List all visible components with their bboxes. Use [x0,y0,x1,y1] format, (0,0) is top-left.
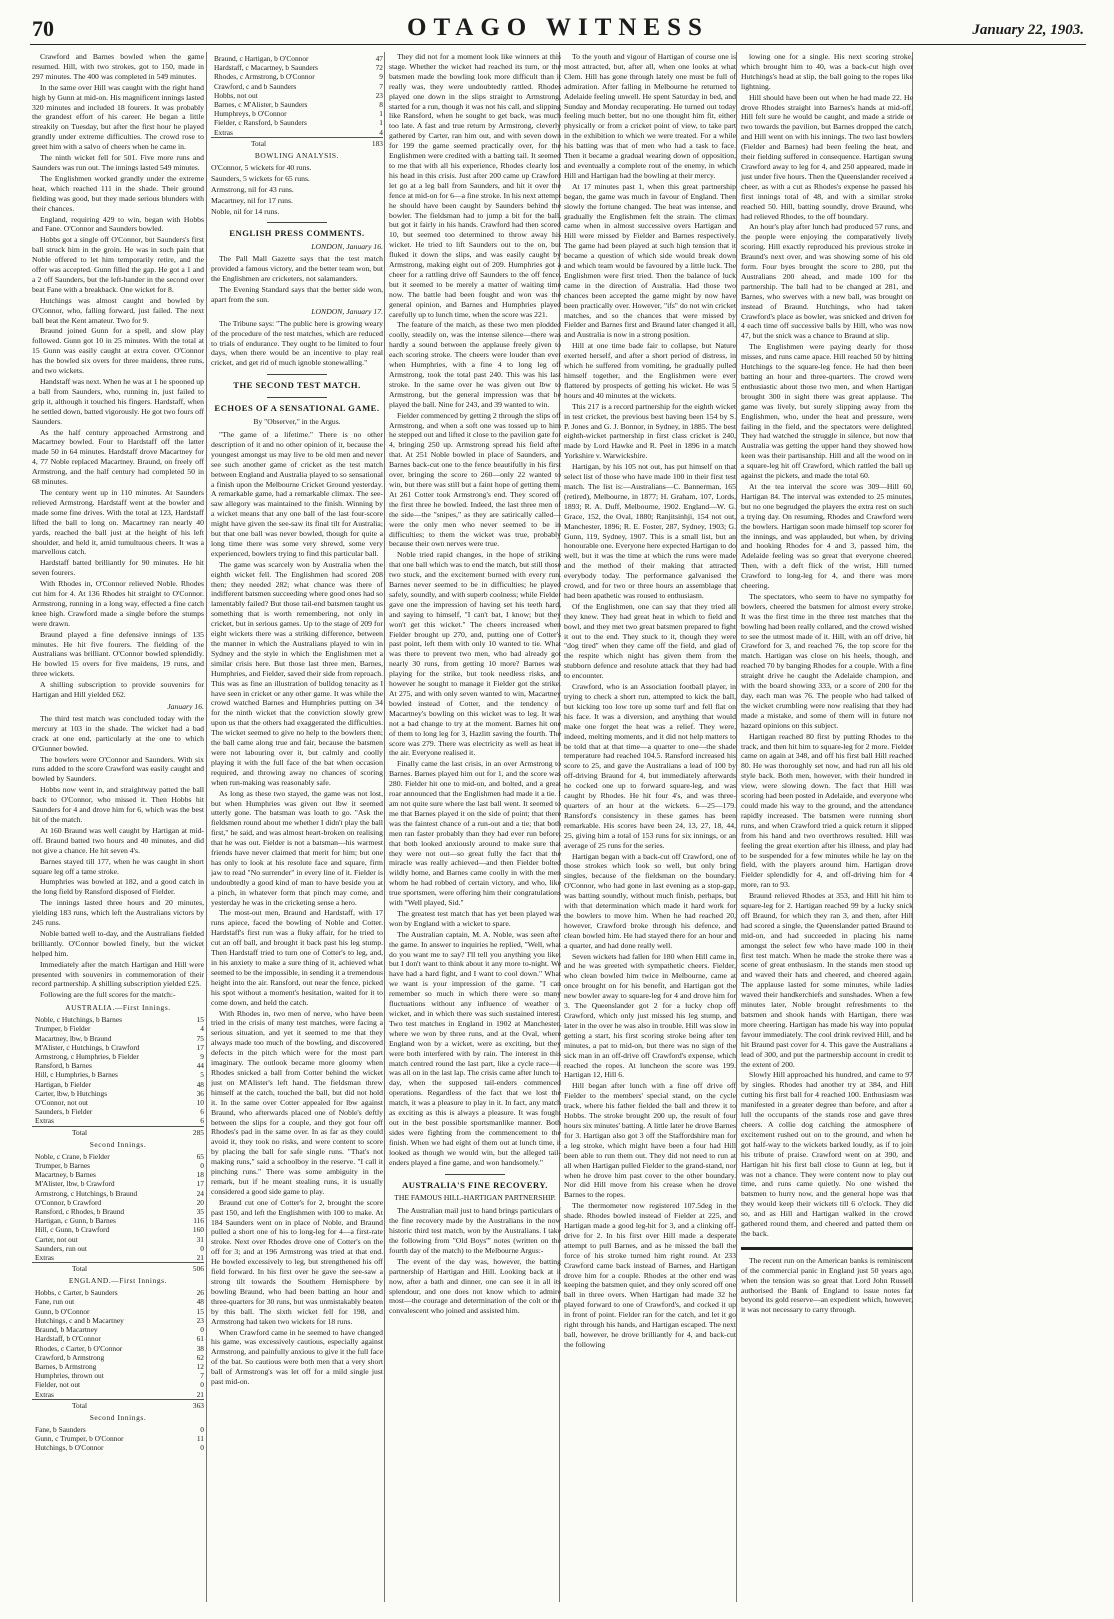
runs-value: 35 [196,1206,204,1216]
paragraph: The century went up in 110 minutes. At Saunders relieved Armstrong. Hardstaff went at the bowler and made some fine drives. With the total at 123, Hardstaff lifted the ball to long on. Macartney ran nearly 40 yards, reached the ball just at the height of his left shoulder, and held it, amid tumultuous cheers. It was a marvellous catch. [32,487,204,557]
paragraph: The Australian mail just to hand brings particulars of the fine recovery made by the Australians in the now historic third test match, won by the Australians. I take the following from "Old Boys'" notes (written on the fourth day of the match) to the Melbourne Argus:- [389,1206,561,1255]
runs-value: 62 [196,1352,204,1362]
batsman-entry: O'Connor, b Crawford [35,1197,102,1207]
paragraph: The thermometer now registered 107.5deg in the shade. Rhodes bowled instead of Fielder at 225, and Hartigan made a good leg-hit for 3, and a clinking off-drive for 2. In his first over Hill made a desperate attempt to pull Barnes, and as he missed the ball the force of his stroke turned him right round. At 233 Crawford came back instead of Barnes, and Hartigan drove him for a couple. Rhodes at the other end was keeping the batsmen quiet, and they only scored off one ball in three overs. When Hartigan had made 32 he played forward to one of Crawford's, and cocked it up in front of point. Fielder ran for the catch, and let it go right through his hands, and Hartigan escaped. The next ball, however, he drove brilliantly for 4, and back-cut the following [564,1201,736,1349]
runs-value: 116 [193,1216,204,1226]
paragraph: Barnes stayed till 177, when he was caught in short square leg off a tame stroke. [32,856,204,876]
scorecard-row [32,1434,204,1443]
article-headline: THE SECOND TEST MATCH. [233,380,361,391]
runs-value: 48 [196,1297,204,1307]
runs-value: 44 [196,1061,204,1071]
scorecard-row [32,1443,204,1452]
paragraph: At the tea interval the score was 309—Hill 60, Hartigan 84. The interval was extended to 25 minutes, but no one begrudged the players the extra rest on such a trying day. On resuming, Rhodes and Crawford were the bowlers. Hartigan soon made himself top scorer for the innings, and was applauded, but when, by driving and hooking Rhodes for 4 and 3, passed him, the Adelaide feeling was so great that everyone cheered. Then, with a deft flick of the wrist, Hill turned Crawford to long-leg for 4, and there was more cheering. [741,481,913,591]
scorecard-row [32,1189,204,1198]
scorecard-row [32,1225,204,1234]
scorecard-england-first [32,1288,204,1410]
total-runs: 285 [178,1126,204,1137]
bowling-analysis-heading: BOWLING ANALYSIS. [254,151,340,161]
divider [445,1174,505,1175]
batsman-entry: Gunn, c Trumper, b O'Connor [35,1434,124,1444]
divider [741,1247,913,1250]
runs-value: 160 [192,1225,204,1235]
runs-value: 65 [196,1151,204,1161]
batsman-entry: Armstrong, c Humphries, b Fielder [35,1052,139,1061]
batsman-entry: Extras [214,127,233,137]
paragraph: The game was scarcely won by Australia when the eighth wicket fell. The Englishmen had scored 208 then; they needed 282; what chance was there of indifferent batsmen succeeding where good ones had so lamentably failed? But those tail-end batsmen taught us something that is worth remembering, not only in cricket, but in serious games. Up to the stage of 209 for eight wickets there was a striking difference, between the manner in which the Australians played to win in Sydney and the style in which the Englishmen met a similar crisis here. But those last three men, Barnes, Humphries, and Fielder, saved their side from reproach. This was as fine an illustration of bulldog tenacity as I have seen in cricket or any other game. It was while the crowd watched Barnes and Humphries putting on 34 for the ninth wicket that the conviction slowly grew upon us that the others had exaggerated the difficulties. The wicket seemed to give no help to the bowlers then; the ball came along true and fair, because the batsmen were not labouring over it, but calmly and coolly playing it with the full face of the bat when occasion required, and throwing away no chances of scoring when run-making was reasonably safe. [211,559,383,787]
dateline: LONDON, January 17. [311,306,383,316]
total-runs: 506 [178,1263,204,1274]
scorecard-row [32,1061,204,1070]
scorecard-england-second-cont [211,54,383,148]
paragraph: With Rhodes in, O'Connor relieved Noble. Rhodes cut him for 4. At 136 Rhodes hit straight to O'Connor. Armstrong, running in a long way, effected a fine catch knee high. Crawford made a single before the stumps were drawn. [32,579,204,628]
batsman-entry: Humphries, thrown out [35,1371,104,1381]
divider [267,374,327,375]
scorecard-row [32,1034,204,1043]
runs-value: 0 [200,1424,204,1434]
runs-value: 4 [200,1024,204,1034]
column-rule [736,52,737,1602]
scorecard-row [32,1179,204,1188]
batsman-entry: Hobbs, not out [214,90,258,100]
scorecard-row [211,63,383,72]
scorecard-row [32,1253,204,1263]
total-runs: 183 [357,137,383,148]
scorecard-australia-second [32,1152,204,1274]
batsman-entry: Macartney, lbw, b Braund [35,1033,112,1043]
paragraph: Humphries was bowled at 182, and a good catch in the long field by Ransford disposed of Fielder. [32,877,204,897]
runs-value: 7 [379,81,383,91]
dateline: January 16. [167,702,204,711]
runs-value: 5 [200,1070,204,1080]
scorecard-row [32,1380,204,1389]
paragraph: Following are the full scores for the match:- [40,990,176,1000]
batsman-entry: Rhodes, c Carter, b O'Connor [35,1343,123,1353]
page-number: 70 [32,16,54,41]
article-headline: ECHOES OF A SENSATIONAL GAME. [214,403,380,414]
scorecard-row [32,1288,204,1297]
closing-paragraph: The recent run on the American banks is reminiscent of the commercial panic in England just 50 years ago, when the tension was so great that Lord John Russell authorised the Bank of England to issue notes far beyond its gold reserve—an expedient which, however, it was not necessary to carry through. [741,1255,913,1315]
scorecard-row [32,1307,204,1316]
scorecard-row [211,54,383,63]
scorecard-row [32,1080,204,1089]
paragraph: Crawford, who is an Association football player, in trying to check a short run, attempted to kick the ball, but kicking too low tore up some turf and fell flat on his face. It was a diversion, and anything that would make one forget the heat was a relief. They were, indeed, melting moments, and it did not help matters to be told that at that time—a quarter to one—the shade temperature had reached 104.5. Ransford increased his score to 25, and gave the Australians a lead of 100 by off-driving Braund for 4, but immediately afterwards he cocked one up to forward square-leg, and was caught by Rhodes. He hit four 4's, and was three-quarters of an hour at the wickets. 6—25—179. Ransford's consistency in these games has been remarkable. His scores have been 24, 13, 27, 18, 44, 25, giving him a total of 153 runs for six innings, or an average of 25 runs for the series. [564,682,736,850]
batsman-entry: Ransford, b Barnes [35,1061,92,1071]
paragraph: This 217 is a record partnership for the eighth wicket in test cricket, the previous best having been 154 by S. P. Jones and G. J. Bonnor, in Sydney, in 1885. The best eighth-wicket partnership in first class cricket is 240, made by Lord Hawke and R. Peel in 1896 in a match Yorkshire v. Warwickshire. [564,401,736,461]
echoes-paragraphs [211,430,383,1387]
runs-value: 17 [196,1042,204,1052]
batsman-entry: Trumper, b Fielder [35,1024,91,1034]
batsman-entry: Carter, not out [35,1234,78,1244]
paragraph: The innings lasted three hours and 20 minutes, yielding 183 runs, which left the Australians victors by 245 runs. [32,898,204,928]
batsman-entry: Hardstaff, c Macartney, b Saunders [214,63,319,73]
paragraph: The bowlers were O'Connor and Saunders. With six runs added to the score Crawford was easily caught and bowled by Saunders. [32,754,204,784]
paragraph: Noble tried rapid changes, in the hope of striking that one ball which was to end the match, but still those two stuck, and the excitement burned with every run. Barnes never seemed to be in difficulties; he played safely, soundly, and with superb coolness; while Fielder gave one the impression of having set his teeth hard, and saying to himself, "I can't bat, I know; but they won't get this wicket." The cheers increased when Fielder brought up 270, and, putting one of Cotter's past point, left them with only 10 wanted to tie. What was there to prevent two men, who had already got nearly 30 runs, from getting 10 more? Barnes was playing for the strike, but took needless risks, and however he sought to manage it Fielder got the strike. At 275, and with only seven wanted to win, Macartney bowled instead of Cotter, and the tendency of Macartney's bowling on this wicket was to leg. It was not a bad change to try at the moment. Barnes hit one of them to long leg for 3, Hazlitt saving the fourth. The score was 279. There was electricity as well as heat in the air. Everyone realised it. [389,550,561,758]
paragraph: Hardstaff batted brilliantly for 90 minutes. He hit seven fourers. [32,558,204,578]
runs-value: 6 [200,1107,204,1117]
runs-value: 47 [375,54,383,63]
paragraph: The event of the day was, however, the batting partnership of Hartigan and Hill. Looking back at it now, after a bath and dinner, one can see it in all its splendour, and one does not know which to admire most—the courage and determination of the colt or the convalescent who joined and assisted him. [389,1256,561,1316]
match-report-paragraphs [32,52,204,700]
scorecard-heading: ENGLAND.—First Innings. [68,1276,168,1286]
paragraph: Saunders, 5 wickets for 65 runs. [211,173,310,183]
runs-value: 38 [196,1343,204,1353]
runs-value: 48 [196,1079,204,1089]
runs-value: 23 [196,1315,204,1325]
batsman-entry: Hobbs, c Carter, b Saunders [35,1288,118,1298]
paragraph: The Australian captain, M. A. Noble, was seen after the game. In answer to inquiries he replied, "Well, what do you want me to say? I'll tell you anything you like; but I don't want to think about it any more to-night. We have had a hard fight, and I want to cool down." What we want is your impression of the game. "I can remember so much in which there were so many fluctuations without any influence of weather or wicket, and in which there was such sustained interest. Two test matches in England in 1902 at Manchester, where we won by three runs, and at the Oval, where England won by a wicket, were as exciting, but they were both interfered with by rain. The interest in this match centred round the last part, like a cycle race—it was all on in the last lap. The crisis came after lunch to-day, when the supposed tail-enders commenced operations. Regardless of the fact that we lost the match, it was a pleasure to play in it. In fact, any match as exciting as this is always a pleasure. It was fought out in the best possible sportsmanlike manner. Both sides were fighting from the commencement to the finish. When we had eight of them out at lunch time, it looked as though we would win, but the alleged tail-enders played a fine game, and won handsomely." [389,929,561,1167]
batsman-entry: Hutchings, c and b Macartney [35,1315,124,1325]
batsman-entry: Carter, lbw, b Hutchings [35,1088,108,1098]
column-rule [206,52,207,1602]
paragraph: To the youth and vigour of Hartigan of course one is most attracted, but, after all, when one looks at what Clem. Hill has gone through lately one must be full of admiration. After falling in Melbourne he returned to Adelaide feeling unwell. He spent Saturday in bed, and Sunday and Monday recuperating. He turned out today feeling much better, but no one thought him fit, either physically or from a cricket point of view, to take part in the exhibition to which we were treated. For a while his batting was that of men who had a task to face. Then it became a gradual wearing down of opposition, and eventually a complete rout of the enemy, in which Hill and Hartigan had the bowling at their mercy. [564,52,736,180]
paragraph: Immediately after the match Hartigan and Hill were presented with souvenirs in commemoration of their record partnership. A shilling subscription yielded £25. [32,959,204,989]
batsman-entry: Armstrong, c Hutchings, b Braund [35,1188,138,1198]
runs-value: 36 [196,1088,204,1098]
batsman-entry: Braund, c Hartigan, b O'Connor [214,54,309,63]
runs-value: 18 [196,1170,204,1180]
paragraph: Finally came the last crisis, in an over Armstrong to Barnes. Barnes played him out for 1, and the score was 280. Fielder hit one to mid-on, and bolted, and a great roar announced that the Englishmen had made it a tie. I am not quite sure where the last ball went. It seemed to me that Barnes played it on the side of point; that there was the faintest chance of a run-out and a tie; that both men ran faster probably than they had ever run before; that both looked anxiously around to make sure that they were not out—so great fully the fact that the miracle was really achieved—and then Fielder bolted wildly home, and Barnes came coolly in with the men whom he had robbed of certain victory, and who, like true sportsmen, were offering him their congratulations with "Well played, Sid." [389,759,561,908]
scorecard-row [211,118,383,127]
paragraph: As the half century approached Armstrong and Macartney bowled. Four to Hardstaff off the latter made 50 in 64 minutes. Hardstaff drove Macartney for 4, 77 Noble replaced Macartney. Braund, on freely off Armstrong, and the half century had completed 50 in 68 minutes. [32,427,204,487]
scorecard-row [32,1325,204,1334]
paragraph: Braund relieved Rhodes at 353, and Hill hit him to square-leg for 2. Hartigan reached 99 by a lucky snick off Braund, for which they ran 3, and then, after Hill had scored a single, the Queenslander patted Braund to mid-on, and had succeeded in placing his name amongst the select few who have made 100 in their first test match. When he made the stroke there was a scene of great enthusiasm. In the stands men stood up and waved their hats and cheered, and cheered again. The applause lasted for some minutes, while ladies waved their handkerchiefs and sunshades. When a few minutes later, Noble brought refreshments to the batsmen and shook hands with Hartigan, there was more cheering. Hartigan has made his way into popular favour immediately. The cool drink revived Hill, and he hit Braund past cover for 4. This gave the Australians a lead of 300, and put the partnership account in credit to the extent of 200. [741,891,913,1069]
scorecard-row [32,1070,204,1079]
paragraph: The most-out men, Braund and Hardstaff, with 17 runs apiece, faced the bowling of Noble and Cotter. Hardstaff's first run was a fluky affair, for he tried to cut an off ball, and brought it back past his leg stump. Then Hardstaff tried to turn one of Cotter's to leg, and, in his anxiety to make a sure thing of it, achieved what seemed to be the impossible, in sending it a tremendous height into the air. Ransford, out near the fence, picked his spot without a moment's hesitation, waited for it to come down, and held the catch. [211,908,383,1007]
runs-value: 9 [200,1052,204,1061]
scorecard-row [32,1216,204,1225]
runs-value: 0 [200,1243,204,1253]
partnership-paragraphs [389,1206,561,1316]
scorecard-heading: AUSTRALIA.—First Innings. [65,1003,171,1013]
runs-value: 72 [375,63,383,73]
batsman-entry: Barnes, b Armstrong [35,1361,97,1371]
runs-value: 31 [196,1234,204,1244]
runs-value: 12 [196,1361,204,1371]
runs-value: 23 [375,90,383,100]
batsman-entry: Hartigan, c Gunn, b Barnes [35,1216,116,1226]
scorecard-row [211,109,383,118]
paragraph: An hour's play after lunch had produced 57 runs, and the people were enjoying the comparatively lively scoring. Hill exactly reproduced his previous stroke in Braund's next over, and was showing some of his old form. Four byes brought the score to 280, put the Australians 200 ahead, and made 100 for the partnership. The ball had to be changed at 281, and Barnes, who swerves with a new ball, was brought on instead of Braund. Hutchings, who had taken Crawford's place as bowler, was snicked and driven for 4 each time off successive balls by Hill, who was now 47, but the snick was a chance to Braund at slip. [741,222,913,341]
scorecard-heading: Second Innings. [89,1412,147,1422]
paragraph: Hobbs now went in, and straightway patted the ball back to O'Connor, who missed it. Then Hobbs hit Saunders for 4 and drove him for 6, which was the best hit of the match. [32,785,204,824]
scorecard-row [32,1425,204,1434]
paragraph: The Pall Mall Gazette says that the test match provided a famous victory, and the better team won, but the Englishmen are cricketers, not salamanders. [211,254,383,284]
paragraph: Fielder commenced by getting 2 through the slips off Armstrong, and when a soft one was tossed up to him he stepped out and lifted it close to the pavilion gate for 4, bringing 250 up. Armstrong spread his field after that. At 251 Noble bowled in place of Saunders, and Barnes back-cut one to the fence beautifully in his first over, bringing the score to 260—only 22 wanted to win, but there was still but a faint hope of getting them. At 261 Cotter took Armstrong's end. They scored off the first three he bowled. Indeed, the last three men of the side—the "snipes," as they are satirically called—were the only men who never seemed to be in difficulties; to them the wicket was true, probably because their own nerves were true. [389,410,561,549]
scorecard-row [32,1235,204,1244]
runs-value: 75 [196,1033,204,1043]
paragraph: Handstaff was next. When he was at 1 he spooned up a ball from Saunders, who, running in, just failed to grip it, although it touched his fingers. Hardstaff, when he settled down, batted vigorously. He got two fours off Saunders. [32,377,204,426]
scorecard-row [32,1089,204,1098]
paragraph: As long as these two stayed, the game was not lost, but when Humphries was given out lbw it seemed utterly gone. The batsman was loath to go. "Ask the fieldsmen round about me whether I didn't play the ball first," he said, and was almost heart-broken on realising that he was out. Fielder is not a batsman—his warmest friends have never claimed that merit for him; but one has only to look at his resolute face and square, firm jaw to read "No surrender" in every line of it. Fielder is undoubtedly a good kind of man to have beside you at a pinch, in whatever form that pinch may come, and yesterday he was in the cricketing sense a hero. [211,788,383,907]
scorecard-row [211,128,383,138]
runs-value: 15 [196,1306,204,1316]
paragraph: Crawford and Barnes bowled when the game resumed. Hill, with two strokes, got to 150, made in 297 minutes. The 400 was completed in 549 minutes. [32,52,204,81]
paragraph: "The game of a lifetime." There is no other description of it and no other opinion of it, because the youngest amongst us may live to be old men and never see such another game of cricket as the test match between England and Australia played to so sensational a finish upon the Melbourne Cricket Ground yesterday. A remarkable game, had a remarkable climax. The see-saw allegory was maintained to the finish. Winning by a wicket means that any one ball of the last four-score might have given the see-saw its final tilt for Australia; but that one ball was never bowled, though for quite a long time there was some very shrewd, some very experienced, bowlers trying to find this particular ball. [211,429,383,558]
paragraph: Hartigan reached 80 first by putting Rhodes to the track, and then hit him to square-leg for 2 more. Fielder came on again at 348, and off his first ball Hill reached 80. He was thoroughly set now, and had run all his old style back. Both men, however, with their hundred in view, were slowing down. The fact that Hill was scoring had been posted in Adelaide, and everyone who could made his way to the ground, and the attendance rapidly increased. The batsmen were running short runs, and when Crawford tried a quick return it slipped from his hand and two overthrows resulted. Hill was feeling the great exertion after his illness, and play had to be suspended for a few minutes while he lay on the field, with the players around him. Hartigan drove Fielder splendidly for 4, and off-driving him for 4 more, ran to 93. [741,731,913,890]
runs-value: 21 [196,1252,204,1262]
paragraph: O'Connor, 5 wickets for 40 runs. [211,162,312,172]
paragraph: Hartigan, by his 105 not out, has put himself on that select list of those who have made 100 in their first test match. The list is:—Australians—C. Bannerman, 165 (retired), Melbourne, in 1877; H. Graham, 107, Lords, 1893; R. A. Duff, Melbourne, 1902. England—W. G. Grace, 152, the Oval, 1880; Ranjitsinhji, 154 not out, Manchester, 1896; R. E. Foster, 287, Sydney, 1903; G. Gunn, 119, Sydney, 1907. This is a small list, but an honourable one. Everyone here expected Hartigan to do well, but it was the time at which the runs were made and the method of their making that attracted everybody today. The performance galvanised the crowd, and for two or three hours an assemblage that had been apathetic was roused to enthusiasm. [564,462,736,600]
paragraph: Macartney, nil for 17 runs. [211,195,293,205]
scorecard-row [32,1390,204,1400]
paragraph: Braund cut one of Cotter's for 2, brought the score past 150, and left the Englishmen with 100 to make. At 184 Saunders went on in place of Noble, and Braund pulled a short one of his to long-leg for 4—a first-rate stroke. Next over Rhodes drove one of Cotter's on the off for 3; and at 196 Armstrong was tried at that end. He bowled excessively to leg, but strengthened his off field forward. In his first over he gave the see-saw a strong tilt towards the Southern Hemisphere by bowling Braund, who had been batting an hour and three-quarters for 30 runs, but was unmistakably beaten by this ball. The sixth wicket fell for 198, and Armstrong had taken two wickets for 18 runs. [211,1197,383,1326]
scorecard-row [32,1316,204,1325]
batsman-entry: Rhodes, c Armstrong, b O'Connor [214,72,315,82]
paragraph: The Englishmen were paying dearly for those misses, and runs came apace. Hill reached 50 by hitting Hutchings to the square-leg fence. He had then been batting an hour and three-quarters. The crowd were enthusiastic about those two men, and when Hartigan brought 300 in sight there was great applause. The game was lively, but surely slipping away from the Englishmen, who, under the heat and pressure, were failing in the field, and the spectators were delighted. They had watched the struggle in silence, but now that Australia was getting the upper hand they showed how keen was their partisanship. Hill and all the wood on in a square-leg hit off Crawford, which rattled the ball up against the pickets, and made the total 60. [741,342,913,481]
paragraph: The third test match was concluded today with the mercury at 103 in the shade. The wicket had a bad crack at one end, particularly at the one to which O'Gunner bowled. [32,713,204,753]
scorecard-total-row [32,1399,204,1410]
runs-value: 1 [379,109,383,119]
scorecard-row [32,1052,204,1061]
masthead [30,14,1086,45]
batsman-entry: Noble, c Hutchings, b Barnes [35,1015,123,1025]
article-headline: AUSTRALIA'S FINE RECOVERY. [402,1179,548,1190]
paragraph: The Tribune says: "The public here is growing weary of the procedure of the test matches, which are reduced to trials of endurance. They ought to be limited to four days, when there would be an incentive to play real cricket, and get rid of much ignoble stonewalling." [211,318,383,368]
paragraph: Hutchings was almost caught and bowled by O'Connor, who, falling forward, just failed. The next ball beat the Kent amateur. Two for 9. [32,295,204,325]
runs-value: 6 [200,1116,204,1126]
bowling-analysis [211,163,383,217]
runs-value: 0 [200,1160,204,1170]
paragraph: Slowly Hill approached his hundred, and came to 97 by singles. Rhodes had another try at 384, and Hill cutting his first ball for 4 reached 100. Enthusiasm was manifested in a greater degree than before, and after a lull the occupants of the stands rose and gave three cheers. A collie dog catching the atmosphere of excitement rushed out on to the ground, and when he got half-way to the wickets barked loudly, as if to join his tribute of praise. Crawford went on at 390, and Hartigan hit his first ball close to Gunn at leg, but it was not a chance. They were content now to play out time, and runs came quietly. No one wished the batsmen to hurry now, and the general hope was that they would keep their wickets till 6 o'clock. They did so, and as Hill and Hartigan walked in the crowd gathered round them, and cheered and patted them on the back. [741,1070,913,1238]
batsman-entry: Noble, c Crane, b Fielder [35,1151,110,1161]
issue-date: January 22, 1903. [972,22,1084,38]
runs-value: 61 [196,1334,204,1344]
paragraph: England, requiring 429 to win, began with Hobbs and Fane. O'Connor and Saunders bowled. [32,214,204,234]
paragraph: Noble, nil for 14 runs. [211,206,280,216]
batsman-entry: O'Connor, not out [35,1098,88,1108]
batsman-entry: Macartney, b Barnes [35,1170,96,1180]
runs-value: 1 [379,118,383,128]
batsman-entry: Hill, c Gunn, b Crawford [35,1225,110,1235]
scorecard-row [32,1107,204,1116]
scorecard-row [32,1371,204,1380]
batsman-entry: Trumper, b Barnes [35,1160,91,1170]
paragraph: At 160 Braund was well caught by Hartigan at mid-off. Braund batted two hours and 40 minutes, and did not give a chance. He hit seven 4's. [32,825,204,855]
runs-value: 0 [200,1443,204,1453]
column-6 [917,52,1085,1602]
batsman-entry: Crawford, c and b Saunders [214,81,297,91]
runs-value: 26 [196,1288,204,1298]
final-day-paragraphs [32,714,204,1000]
scorecard-australia-first [32,1015,204,1137]
partnership-continued-paragraphs [564,52,736,1350]
batsman-entry: Extras [35,1116,54,1126]
paragraph: In the same over Hill was caught with the right hand high by Gunn at mid-on. His magnificent innings lasted 320 minutes and included 18 fourers. It was probably the grandest effort of his career. He began a little streakily on Tuesday, but after the first hour he played grandly under extreme difficulties. The crowd rose to greet him with a salvo of cheers when he came in. [32,82,204,152]
column-1 [32,52,204,1602]
batsman-entry: Fane, run out [35,1297,75,1307]
paragraph: Of the Englishmen, one can say that they tried all they knew. They had great heat in which to field and bowl, and they met two great batsmen prepared to fight it out to the end. They stuck to it, though they were "dog tired" when they came off the field, and glad of the respite which night has given them from the stubborn defence and resolute attack that they had had to encounter. [564,601,736,681]
paragraph: Hartigan began with a back-cut off Crawford, one of those strokes which look so well, but only bring singles, because of the fieldsman on the boundary. O'Connor, who had gone in last evening as a stop-gap, was batting soundly, without much finish, perhaps, but with that determination which made it hard work for the bowlers to move him. When he had reached 20, however, Crawford broke through his defence, and clean bowled him. He had stayed there for an hour and a quarter, and had done really well. [564,851,736,950]
scorecard-row [32,1161,204,1170]
scorecard-england-second-start [32,1425,204,1453]
paragraph: The Evening Standard says that the better side won, apart from the sun. [211,285,383,304]
batsman-entry: Hutchings, b O'Connor [35,1443,104,1453]
column-rule [384,52,385,1602]
batsman-entry: Fielder, c Ransford, b Saunders [214,118,307,128]
scorecard-row [32,1015,204,1024]
runs-value: 9 [379,72,383,82]
paragraph: The Englishmen worked grandly under the extreme heat, which reached 111 in the shade. Their ground fielding was good, but they made serious blunders with their chances. [32,173,204,213]
paragraph: Hill began after lunch with a fine off drive off Fielder to the members' special stand, on the cycle track, where his father fielded the ball and threw it to Hobbs. The stroke brought 200 up, the result of four hours six minutes' batting. A little later he drove Barnes for 3. Hartigan also got 3 off the Staffordshire man for a leg stroke, which might have been a four had Hill been able to run them out. They did not need to run at all when Hartigan pulled Fielder to the grand-stand, nor when he drove him past cover to the other boundary. Nor did Hill move from his crease when he drove Barnes to the ropes. [564,1081,736,1200]
runs-value: 24 [196,1188,204,1198]
runs-value: 17 [196,1179,204,1189]
paragraph: lowing one for a single. His next scoring stroke, which brought him to 40, was a back-cut high over Hutchings's head at slip, the ball going to the ropes like lightning. [741,52,913,91]
batsman-entry: Extras [35,1252,54,1262]
article-subheadline: THE FAMOUS HILL-HARTIGAN PARTNERSHIP. [394,1193,556,1203]
scorecard-row [32,1244,204,1253]
paragraph: When Crawford came in he seemed to have changed his game, was excessively cautious, especially against Armstrong, and painfully anxious to give it the full face of the bat. So cautious were both men that a very short ball of Armstrong's was let off for a mild single just past mid-on. [211,1327,383,1387]
scorecard-row [32,1362,204,1371]
batsman-entry: Braund, b Macartney [35,1325,98,1335]
paragraph: Hill at one time bade fair to collapse, but Nature exerted herself, and after a short period of distress, in which he suffered from vomiting, he gradually pulled himself together, and the Englishmen were ever flattered by prospects of getting his wicket. He was 5 hours and 40 minutes at the wickets. [564,341,736,400]
scorecard-row [32,1116,204,1126]
press-paragraphs [211,254,383,305]
scorecard-row [32,1170,204,1179]
scorecard-row [32,1344,204,1353]
batsman-entry: Ransford, c Rhodes, b Braund [35,1206,125,1216]
batsman-entry: Gunn, b O'Connor [35,1306,90,1316]
column-4 [564,52,736,1602]
total-label: Total [32,1399,178,1410]
scorecard-row [32,1297,204,1306]
runs-value: 21 [196,1389,204,1399]
scorecard-total-row [32,1263,204,1274]
paragraph: Braund joined Gunn for a spell, and slow play followed. Gunn got 10 in 25 minutes. With the total at 15 Gunn was easily caught at extra cover. O'Connor has the bowled six overs for three maidens, three runs, and two wickets. [32,326,204,376]
scorecard-total-row [211,137,383,148]
paragraph: Braund played a fine defensive innings of 135 minutes. He hit five fourers. The fielding of the Australians was brilliant. O'Connor bowled splendidly. He bowled 15 overs for five maidens, 19 runs, and three wickets. [32,629,204,679]
scorecard-row [211,72,383,81]
runs-value: 7 [200,1371,204,1381]
scorecard-row [32,1098,204,1107]
byline: By "Observer," in the Argus. [253,417,341,427]
paragraph: Hill should have been out when he had made 22. He drove Rhodes straight into Barnes's hands at mid-off. Hill felt sure he would be caught, and made a stride or two towards the pavilion, but Barnes dropped the catch, and Hill went on with his innings. The two last bowlers (Fielder and Barnes) had been feeling the heat, and their fielding suffered in consequence. Hartigan swung Crawford away to leg for 4, and 250 appeared, made in just under five hours. Then the Queenslander received a cheer, as with a cut as Rhodes's expense he passed his first innings total of 48, and with a similar stroke reached 50. Hill, batting soundly, drove Braund, who had relieved Rhodes, to the off boundary. [741,92,913,221]
runs-value: 8 [379,100,383,110]
scorecard-row [32,1198,204,1207]
batsman-entry: Extras [35,1389,54,1399]
runs-value: 4 [379,127,383,137]
total-label: Total [32,1263,178,1274]
runs-value: 0 [200,1325,204,1335]
paragraph: At 17 minutes past 1, when this great partnership began, the game was much in favour of England. Then slowly the fortune changed. The heat was intense, and gradually the Englishmen felt the strain. The climax came when in almost successive overs Hartigan and Hill were missed by Fielder and Barnes respectively. The game had been played at such high tension that it became a question of which side would break down and which team would be favoured by a little luck. The Englishmen were first tried. Then the balance of luck came in the direction of Australia. Had those two chances been accepted the game might by now have been practically over. However, "ifs" do not win cricket matches, and so the chances that were missed by Fielder and Barnes first and Braund later changed it all, and Australia is now in a strong position. [564,181,736,340]
scorecard-row [32,1024,204,1033]
scorecard-row [32,1043,204,1052]
paragraph: A shilling subscription to provide souvenirs for Hartigan and Hill yielded £62. [32,680,204,700]
paragraph: Armstrong, nil for 43 runs. [211,184,294,194]
batsman-entry: Hardstaff, b O'Connor [35,1334,101,1344]
partnership-final-paragraphs [741,52,913,1239]
divider [267,397,327,398]
scorecard-row [211,100,383,109]
runs-value: 15 [196,1015,204,1025]
batsman-entry: M'Alister, lbw, b Crawford [35,1179,115,1189]
scorecard-row [32,1334,204,1343]
paragraph: Noble batted well to-day, and the Australians fielded brilliantly. O'Connor bowled finely, but the wicket helped him. [32,928,204,958]
scorecard-row [32,1152,204,1161]
paragraph: The ninth wicket fell for 501. Five more runs and Saunders was run out. The innings lasted 549 minutes. [32,153,204,172]
total-label: Total [32,1126,178,1137]
runs-value: 11 [196,1434,204,1444]
divider [267,222,327,223]
paragraph: The spectators, who seem to have no sympathy for bowlers, cheered the batsmen for almost every stroke. It was the first time in the three test matches that the bowling had been really collared, and the crowd wished to see the utmost made of it. Hill, with an off drive, hit Crawford for 3, and reached 76, the top score for the match. Hartigan was close on his heels, though, and reached 70 by banging Rhodes for a couple. With a fine straight drive he caught the Adelaide champion, and with the board showing 333, or a score of 200 for the day, each man was 76. The people who had talked of the wicket crumbling were now realising that they had made a mistake, and some of them will in future not hazard opinions on this subject. [741,591,913,730]
batsman-entry: Fane, b Saunders [35,1424,86,1434]
total-label: Total [211,137,357,148]
column-2 [211,52,383,1602]
publication-title: OTAGO WITNESS [407,14,709,41]
batsman-entry: Crawford, b Armstrong [35,1352,105,1362]
dateline: LONDON, January 16. [311,242,383,252]
batsman-entry: Hill, c Humphries, b Barnes [35,1070,118,1080]
scorecard-row [32,1207,204,1216]
paragraph: Seven wickets had fallen for 180 when Hill came in, and he was greeted with sympathetic cheers. Fielder, who clean bowled him twice in Melbourne, came at once brought on for his benefit, and Hartigan got the new bowler away to square-leg for 4 and drove him for 3. The Queenslander got 2 for a lucky chop off Crawford, which only just missed his leg stump, and later in the over he was also in trouble. Hill was slow in getting a start, his first scoring stroke being after ten minutes, a pat to mid-on, but there was no sign of the sick man in an off-drive off Crawford's expense, which reached the ropes. At luncheon the score was 199. Hartigan 12, Hill 6. [564,951,736,1080]
press-paragraphs [211,319,383,369]
article-headline: ENGLISH PRESS COMMENTS. [229,228,365,239]
echoes-continued-paragraphs [389,52,561,1168]
total-runs: 363 [178,1399,204,1410]
paragraph: With Rhodes in, two men of nerve, who have been tried in the crisis of many test matches, were facing a serious situation, and yet it seemed to me that they always made too much of the bowling, and discovered defects in the pitch which were for the most part imaginary. The outlook became more gloomy when Rhodes snicked a ball from Cotter behind the wicket just on M'Alister's left hand. The fieldsman threw himself at the catch, touched the ball, but did not hold it. In the same over Cotter appealed for lbw against Braund, who afterwards placed one of Noble's deftly between the slips for a couple, and they got four off Rhodes's pad in the same over. In as far as they could avoid it, they took no risks, and were content to score by placing the ball for safe single runs. "That's not making runs," said a schoolboy in the reserve. "I call it pinching runs." There was some ambiguity in the remark, but if he meant stealing runs, it is usually considered a good side game to play. [211,1008,383,1196]
scorecard-total-row [32,1126,204,1137]
runs-value: 0 [200,1380,204,1390]
runs-value: 10 [196,1098,204,1108]
batsman-entry: M'Alister, c Hutchings, b Crawford [35,1042,140,1052]
batsman-entry: Humphreys, b O'Connor [214,109,287,119]
column-5 [741,52,913,1602]
scorecard-heading: Second Innings. [89,1139,147,1149]
runs-value: 20 [196,1197,204,1207]
column-3 [389,52,561,1602]
scorecard-row [32,1353,204,1362]
batsman-entry: Barnes, c M'Alister, b Saunders [214,100,308,110]
paragraph: The greatest test match that has yet been played was won by England with a wicket to spare. [389,908,561,928]
batsman-entry: Hartigan, b Fielder [35,1079,92,1089]
scorecard-row [211,91,383,100]
paragraph: They did not for a moment look like winners at this stage. Whether the wicket had reached its turn, or the batsmen made the bowling look more difficult than it really was, they were undoubtedly rattled. Rhodes played one down in the slips straight to Armstrong, started for a run, though it was not his call, and slipping like Ransford, when he sought to get back, was much too late. A fast and true return by Armstrong, cleverly gathered by Carter, ran him out, and with seven down for 199 the game seemed practically over, for the Englishmen were credited with a batting tail. It seemed to me that with all his experience, Rhodes clearly lost his head in this crisis. Just after 200 came up Crawford let go at a leg ball from Saunders, and hit it over the fence at mid-on for 6—a fine stroke. In his next attempt he should have been caught by Saunders behind the bowler. The fieldsman had to jump a bit for the ball, but got it fairly in his hands. Crawford had then scored 10, but seemed too determined to throw away his wicket. He tried to lift Saunders out to the on, but fluked it down the slips, and was easily caught by Armstrong, making eight out of 209. Humphries got a cheer for a rattling drive off Saunders to the off fence, but it seemed to be merely a matter of waiting time now. The battle had been fought and won was the general opinion, and Barnes and Humphries played carefully up to lunch time, when the score was 221. [389,52,561,319]
paragraph: Hobbs got a single off O'Connor, but Saunders's first ball struck him in the groin. He was in such pain that Noble offered to let him temporarily retire, and the offer was accepted. Gunn filled the gap. He got a 1 and a 2 off Saunders, but the left-hander in the second over beat Fane with a breakback. One wicket for 8. [32,235,204,294]
paragraph: The feature of the match, as these two men plodded coolly, steadily on, was the intense silence—there was hardly a sound between the applause freely given to each scoring stroke. The cheers were louder than ever when Humphries, with a fine 4 to long leg off Armstrong, took the total past 240. This was his last stroke. In the same over he was given out lbw to Armstrong, but the general impression was that he played the ball. Nine for 243, and 39 wanted to win. [389,320,561,409]
batsman-entry: Saunders, run out [35,1243,87,1253]
scorecard-row [211,82,383,91]
batsman-entry: Fielder, not out [35,1380,81,1390]
batsman-entry: Saunders, b Fielder [35,1107,93,1117]
